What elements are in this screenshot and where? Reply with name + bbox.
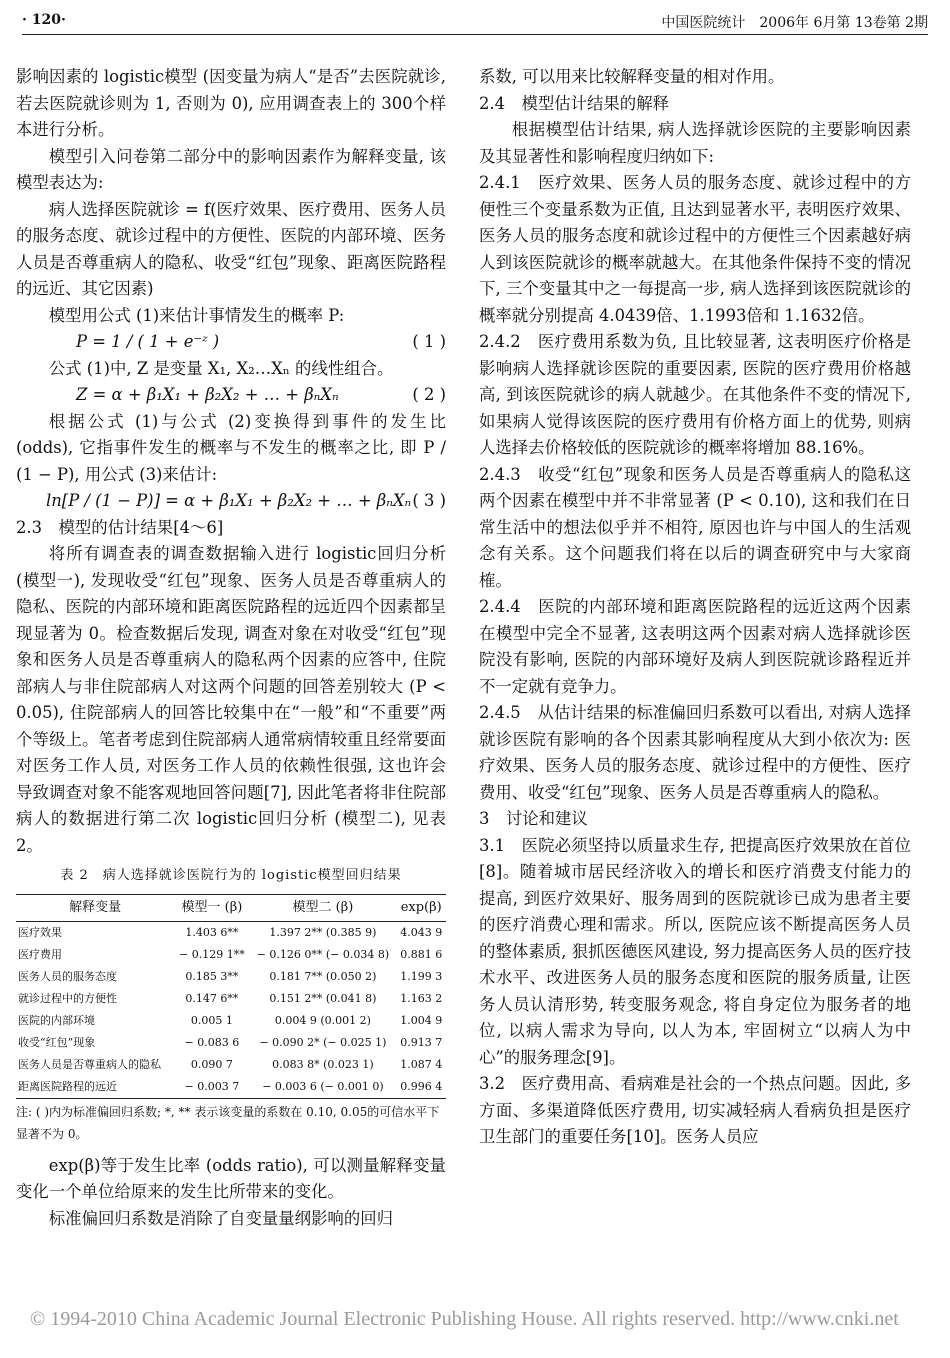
table-caption: 表 2 病人选择就诊医院行为的 logistic模型回归结果 xyxy=(60,868,402,883)
table-cell: 0.185 3** xyxy=(185,969,239,983)
equation-number: ( 3 ) xyxy=(412,491,446,510)
table-header-row xyxy=(16,894,446,921)
right-column xyxy=(479,64,911,1151)
table-cell: 0.090 7 xyxy=(190,1057,233,1071)
paragraph: 将所有调查表的调查数据输入进行 logistic回归分析 (模型一), 发现收受“红包”现象、医务人员是否尊重病人的隐私、医院的内部环境和距离医院路程的远近四个因素都呈现显著为 0。检查数据后发现, 调查对象在对收受“红包”现象和医务人员是否尊重病人的隐私两个因素的应答中, 住院部病人与非住院部病人对这两个问题的回答差别较大 (P < 0.05), 住院部病人的回答比较集中在“一般”和“不重要”两个等级上。笔者考虑到住院部病人通常病情较重且经常要面对医务工作人员, 对医务工作人员的依赖性很强, 这也许会导致调查对象不能客观地回答问题[7], 因此笔者将非住院部病人的数据进行第二次 logistic回归分析 (模型二), 见表 2。 xyxy=(16,544,446,855)
page-number: · 120· xyxy=(22,12,66,28)
section-heading: 3 讨论和建议 xyxy=(479,809,588,828)
table-row xyxy=(16,944,446,966)
paragraph: 3.2 医疗费用高、看病难是社会的一个热点问题。因此, 多方面、多渠道降低医疗费用, 切实减轻病人看病负担是医疗卫生部门的重要任务[10]。医务人员应 xyxy=(479,1074,911,1146)
table-cell: 0.181 7** (0.050 2) xyxy=(269,969,377,983)
table-cell: 0.996 4 xyxy=(400,1079,443,1093)
table-row xyxy=(16,1054,446,1076)
table-row xyxy=(16,1076,446,1099)
table-cell: 医院的内部环境 xyxy=(18,1013,95,1027)
paragraph: 2.4.5 从估计结果的标准偏回归系数可以看出, 对病人选择就诊医院有影响的各个因素其影响程度从大到小依次为: 医疗效果、医务人员的服务态度、就诊过程中的方便性、医疗费用、收受“红包”现象、医务人员是否尊重病人的隐私。 xyxy=(479,703,911,802)
copyright-watermark: © 1994-2010 China Academic Journal Electronic Publishing House. All rights reserved. http://www.cnki.net xyxy=(30,1308,899,1330)
paragraph: 病人选择医院就诊 = f(医疗效果、医疗费用、医务人员的服务态度、就诊过程中的方便性、医院的内部环境、医务人员是否尊重病人的隐私、收受“红包”现象、距离医院路程的远近、其它因素) xyxy=(16,199,447,298)
table-cell: 1.087 4 xyxy=(400,1057,443,1071)
table-cell: 收受“红包”现象 xyxy=(18,1035,96,1049)
table-cell: 0.913 7 xyxy=(400,1035,443,1049)
table-cell: − 0.083 6 xyxy=(184,1035,240,1049)
section-heading: 2.3 模型的估计结果[4～6] xyxy=(16,517,224,537)
table-note: 注: ( )内为标准偏回归系数; *, ** 表示该变量的系数在 0.10, 0.05的可信水平下显著不为 0。 xyxy=(16,1104,440,1141)
table-cell: 0.881 6 xyxy=(400,947,443,961)
paragraph: 模型引入问卷第二部分中的影响因素作为解释变量, 该模型表达为: xyxy=(16,146,446,192)
table-cell: 0.083 8* (0.023 1) xyxy=(272,1057,374,1071)
table-header: 解释变量 xyxy=(69,899,122,915)
table-cell: 1.004 9 xyxy=(400,1013,443,1027)
table-cell: − 0.129 1** xyxy=(179,947,245,961)
paragraph: 根据模型估计结果, 病人选择就诊医院的主要影响因素及其显著性和影响程度归纳如下: xyxy=(479,120,911,166)
table-cell: 4.043 9 xyxy=(400,925,443,939)
section-heading: 2.4 模型估计结果的解释 xyxy=(479,93,669,113)
journal-info: 中国医院统计 2006年 6月第 13卷第 2期 xyxy=(661,15,928,31)
table-row xyxy=(16,988,446,1010)
table-cell: − 0.126 0** (− 0.034 8) xyxy=(256,947,390,961)
table-cell: − 0.003 6 (− 0.001 0) xyxy=(262,1079,384,1093)
paragraph: 3.1 医院必须坚持以质量求生存, 把提高医疗效果放在首位[8]。随着城市居民经济收入的增长和医疗消费支付能力的提高, 到医疗效果好、服务周到的医院就诊已成为患者主要的医疗消费心理和需求。所以, 医院应该不断提高医务人员的整体素质, 狠抓医德医风建设, 努力提高医务人员的医疗技术水平、改进医务人员的服务态度和医院的服务质量, 让医务人员认清形势, 转变服务观念, 将自身定位为服务者的地位, 以病人需求为导向, 以人为本, 牢固树立“以病人为中心”的服务理念[9]。 xyxy=(479,835,911,1067)
equation-body: P = 1 / ( 1 + e⁻ᶻ ) xyxy=(76,332,220,351)
table-cell: 1.397 2** (0.385 9) xyxy=(269,925,377,939)
equation-body: Z = α + β₁X₁ + β₂X₂ + … + βₙXₙ xyxy=(76,385,339,404)
paragraph: 模型用公式 (1)来估计事情发生的概率 P: xyxy=(48,305,345,325)
table-header: 模型二 (β) xyxy=(292,899,354,915)
page-header xyxy=(22,6,928,35)
table-cell: 医务人员是否尊重病人的隐私 xyxy=(18,1057,161,1071)
paragraph: 2.4.1 医疗效果、医务人员的服务态度、就诊过程中的方便性三个变量系数为正值, 且达到显著水平, 表明医疗效果、医务人员的服务态度和就诊过程中的方便性三个因素越好病人到该医院就诊的概率就越大。在其他条件保持不变的情况下, 三个变量其中之一每提高一步, 病人选择到该医院就诊的概率就分别提高 4.0439倍、1.1993倍和 1.1632倍。 xyxy=(479,173,911,325)
paragraph: 标准偏回归系数是消除了自变量量纲影响的回归 xyxy=(48,1208,393,1228)
equation-1 xyxy=(16,329,446,356)
table-header: 模型一 (β) xyxy=(181,899,243,915)
paragraph: 公式 (1)中, Z 是变量 X₁, X₂…Xₙ 的线性组合。 xyxy=(48,358,394,378)
table-cell: 医务人员的服务态度 xyxy=(18,969,117,983)
paragraph: 2.4.4 医院的内部环境和距离医院路程的远近这两个因素在模型中完全不显著, 这表明这两个因素对病人选择就诊医院没有影响, 医院的内部环境好及病人到医院就诊路程近并不一定就有竞争力。 xyxy=(479,597,911,696)
paragraph: 2.4.2 医疗费用系数为负, 且比较显著, 这表明医疗价格是影响病人选择就诊医院的重要因素, 医院的医疗费用价格越高, 到该医院就诊的病人就越少。在其他条件不变的情况下, 如果病人觉得该医院的医疗费用有价格方面上的优势, 则病人选择去价格较低的医院就诊的概率将增加 88.16%。 xyxy=(479,332,911,457)
table-cell: 0.147 6** xyxy=(185,991,239,1005)
table-header: exp(β) xyxy=(400,899,442,915)
table-cell: − 0.090 2* (− 0.025 1) xyxy=(259,1035,387,1049)
equation-body: ln[P / (1 − P)] = α + β₁X₁ + β₂X₂ + … + βₙXₙ xyxy=(46,491,412,510)
paragraph: 根据公式 (1)与公式 (2)变换得到事件的发生比 (odds), 它指事件发生的概率与不发生的概率之比, 即 P / (1 − P), 用公式 (3)来估计: xyxy=(16,411,446,484)
table-cell: 1.199 3 xyxy=(400,969,443,983)
equation-2 xyxy=(16,382,446,409)
table-cell: 距离医院路程的远近 xyxy=(18,1079,117,1093)
table-cell: 医疗费用 xyxy=(18,947,62,961)
table-cell: 1.163 2 xyxy=(400,991,443,1005)
table-cell: 0.004 9 (0.001 2) xyxy=(274,1013,371,1027)
table-cell: 1.403 6** xyxy=(185,925,239,939)
left-column xyxy=(16,64,446,1232)
regression-table xyxy=(16,894,446,1099)
table-cell: 0.005 1 xyxy=(190,1013,233,1027)
table-cell: 医疗效果 xyxy=(18,925,62,939)
paragraph: 2.4.3 收受“红包”现象和医务人员是否尊重病人的隐私这两个因素在模型中并不非常显著 (P < 0.10), 这和我们在日常生活中的想法似乎并不相符, 原因也许与中国人的生活观念有关系。这个问题我们将在以后的调查研究中与大家商榷。 xyxy=(479,464,911,590)
table-cell: − 0.003 7 xyxy=(184,1079,240,1093)
table-cell: 0.151 2** (0.041 8) xyxy=(269,991,377,1005)
paragraph: 系数, 可以用来比较解释变量的相对作用。 xyxy=(479,67,785,86)
table-row xyxy=(16,1032,446,1054)
table-row xyxy=(16,921,446,944)
table-row xyxy=(16,966,446,988)
equation-3 xyxy=(16,488,446,515)
table-row xyxy=(16,1010,446,1032)
paragraph: exp(β)等于发生比率 (odds ratio), 可以测量解释变量变化一个单位给原来的发生比所带来的变化。 xyxy=(16,1155,446,1201)
paragraph: 影响因素的 logistic模型 (因变量为病人“是否”去医院就诊, 若去医院就诊则为 1, 否则为 0), 应用调查表上的 300个样本进行分析。 xyxy=(16,67,446,139)
table-cell: 就诊过程中的方便性 xyxy=(18,991,117,1005)
equation-number: ( 2 ) xyxy=(412,385,446,404)
equation-number: ( 1 ) xyxy=(412,332,446,351)
